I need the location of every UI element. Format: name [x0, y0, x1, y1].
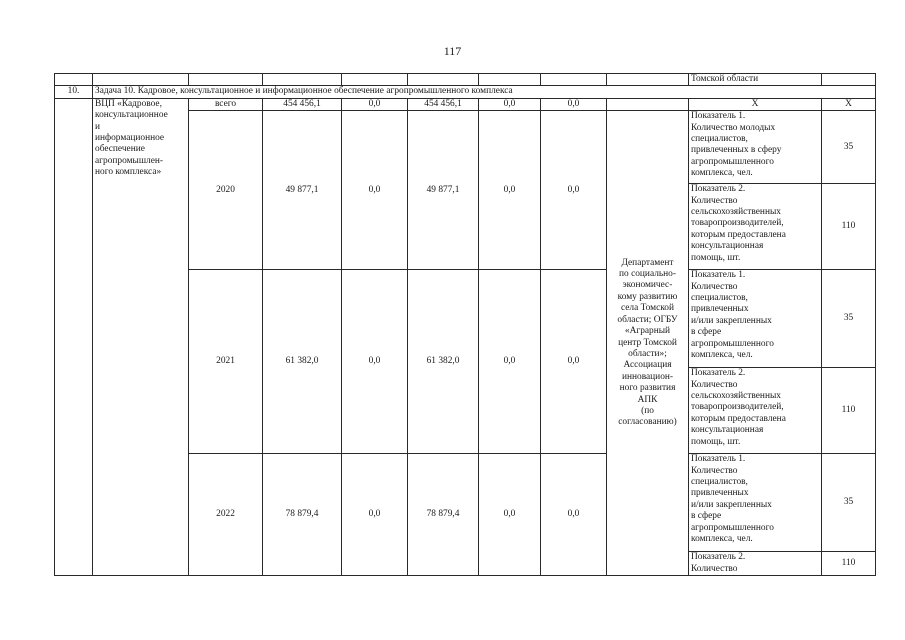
year-local: 0,0: [479, 454, 541, 576]
responsible-executors: Департамент по социально- экономичес- кому развитию села Томской области; ОГБУ «Аграрный центр Томской области»; Ассоциация инновацион- ного развития АПК (по согласованию): [607, 111, 689, 576]
indicator-text: Показатель 1. Количество специалистов, привлеченных и/или закрепленных в сфере агропромышленного комплекса, чел.: [689, 270, 822, 368]
total-regional: 454 456,1: [408, 98, 479, 110]
year-regional: 49 877,1: [408, 111, 479, 270]
total-period: всего: [189, 98, 263, 110]
year-other: 0,0: [541, 270, 607, 454]
year-other: 0,0: [541, 111, 607, 270]
total-indicator: X: [689, 98, 822, 110]
indicator-value: 35: [822, 270, 876, 368]
total-responsible-empty: [607, 98, 689, 110]
task-title: Задача 10. Кадровое, консультационное и информационное обеспечение агропромышленного комплекса: [93, 86, 876, 98]
continued-responsible: Томской области: [689, 74, 822, 86]
continued-row: [55, 74, 876, 86]
indicator-text: Показатель 2. Количество сельскохозяйственных товаропроизводителей, которым предоставлена консультационная помощь, шт.: [689, 184, 822, 270]
indicator-text: Показатель 1. Количество специалистов, привлеченных и/или закрепленных в сфере агропромышленного комплекса, чел.: [689, 454, 822, 552]
year-federal: 0,0: [342, 111, 408, 270]
task-number: 10.: [55, 86, 93, 98]
indicator-value: 110: [822, 184, 876, 270]
year-regional: 61 382,0: [408, 270, 479, 454]
program-name: ВЦП «Кадровое, консультационное и информационное обеспечение агропромышлен- ного комплекса»: [93, 98, 189, 575]
year-label: 2021: [189, 270, 263, 454]
number-cell-empty: [55, 98, 93, 575]
year-total: 61 382,0: [263, 270, 342, 454]
year-federal: 0,0: [342, 454, 408, 576]
year-local: 0,0: [479, 270, 541, 454]
total-federal: 0,0: [342, 98, 408, 110]
indicator-value: 110: [822, 368, 876, 454]
task-row: [55, 86, 876, 98]
year-label: 2022: [189, 454, 263, 576]
total-row: [55, 98, 876, 110]
page-number: 117: [443, 44, 462, 58]
year-other: 0,0: [541, 454, 607, 576]
indicator-text: Показатель 2. Количество: [689, 552, 822, 576]
indicator-value: 110: [822, 552, 876, 576]
indicator-value: 35: [822, 454, 876, 552]
year-local: 0,0: [479, 111, 541, 270]
total-other: 0,0: [541, 98, 607, 110]
total-amount: 454 456,1: [263, 98, 342, 110]
total-local: 0,0: [479, 98, 541, 110]
year-total: 78 879,4: [263, 454, 342, 576]
year-label: 2020: [189, 111, 263, 270]
total-value: X: [822, 98, 876, 110]
year-regional: 78 879,4: [408, 454, 479, 576]
year-total: 49 877,1: [263, 111, 342, 270]
indicator-text: Показатель 2. Количество сельскохозяйственных товаропроизводителей, которым предоставлена консультационная помощь, шт.: [689, 368, 822, 454]
indicator-value: 35: [822, 111, 876, 184]
budget-table: [54, 73, 876, 576]
indicator-text: Показатель 1. Количество молодых специалистов, привлеченных в сферу агропромышленного комплекса, чел.: [689, 111, 822, 184]
year-federal: 0,0: [342, 270, 408, 454]
